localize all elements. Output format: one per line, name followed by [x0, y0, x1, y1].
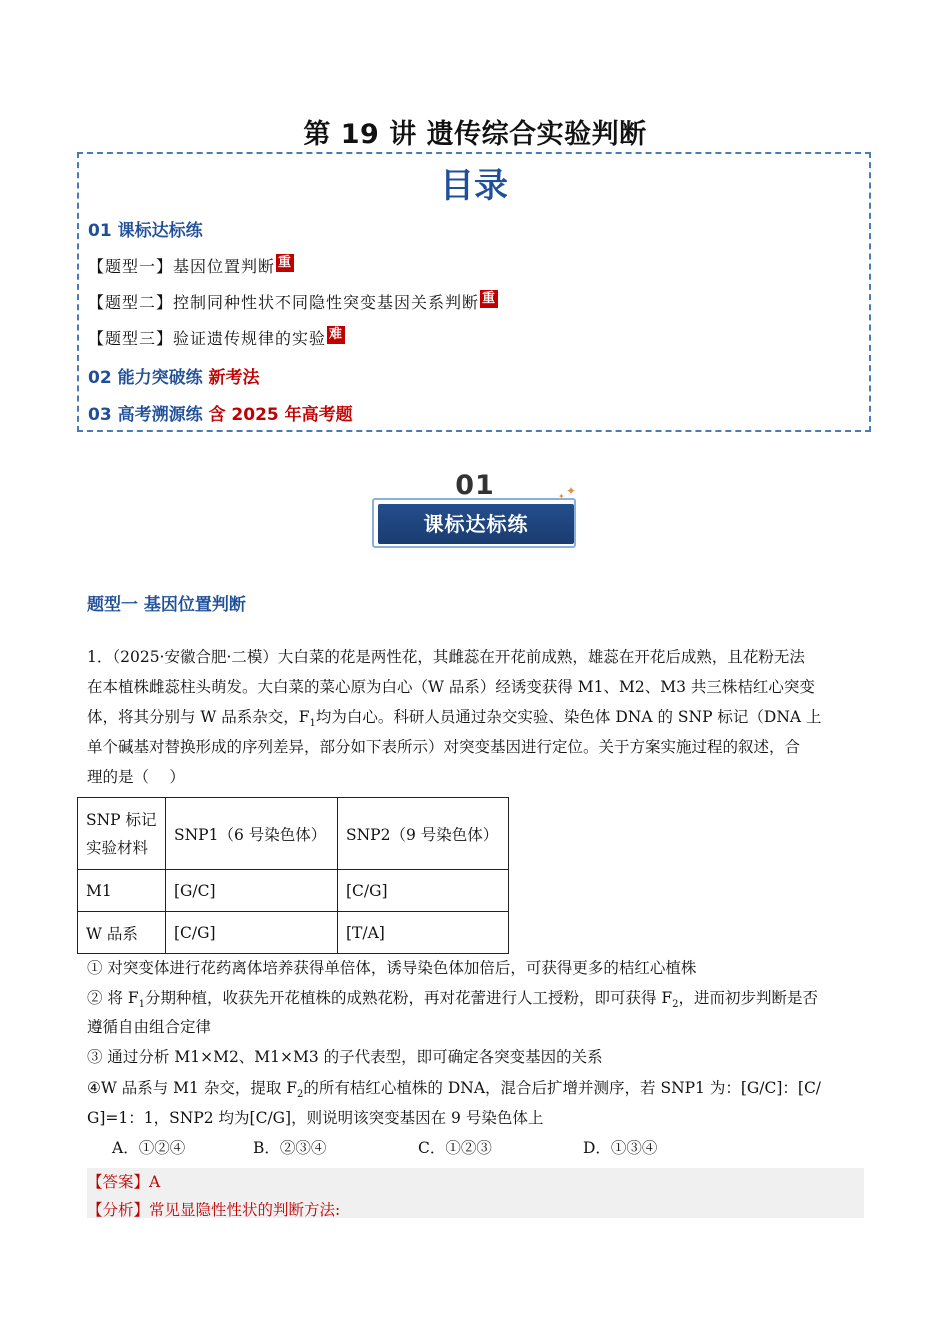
table-cell: [G/C] — [166, 870, 338, 912]
toc-section-2[interactable] — [88, 363, 260, 388]
table-header-cell: SNP 标记 实验材料 — [78, 798, 166, 870]
toc-box — [77, 152, 871, 432]
analysis-line: 【分析】常见显隐性性状的判断方法: — [87, 1201, 341, 1219]
answer-line: 【答案】A — [87, 1173, 161, 1191]
table-row — [78, 870, 509, 912]
section-badge — [370, 470, 580, 552]
toc-section-label: 03 高考溯源练 — [88, 405, 203, 425]
statement-2: ② 将 $F_1$分期种植，收获先开花植株的成熟花粉，再对花蕾进行人工授粉，即可获得 $F_2$，进而初步判断是否 — [87, 989, 819, 1011]
table-row — [78, 912, 509, 954]
toc-heading: 目录 — [440, 166, 508, 206]
question-line: 体，将其分别与 W 品系杂交，$F_1$均为白心。科研人员通过杂交实验、染色体 DNA 的 SNP 标记（DNA 上 — [87, 708, 822, 730]
toc-item-3[interactable] — [88, 326, 345, 349]
table-header-cell: SNP2（9 号染色体） — [338, 798, 509, 870]
statement-3: ③ 通过分析 M1×M2、M1×M3 的子代表型，即可确定各突变基因的关系 — [87, 1048, 603, 1066]
toc-item-label: 【题型一】基因位置判断 — [88, 257, 276, 276]
page-title: 第 19 讲 遗传综合实验判断 — [303, 119, 647, 150]
toc-section-tag: 含 2025 年高考题 — [208, 405, 353, 425]
statement-2-cont: 遵循自由组合定律 — [87, 1018, 212, 1036]
toc-section-label: 02 能力突破练 — [88, 368, 203, 388]
table-header-cell: SNP1（6 号染色体） — [166, 798, 338, 870]
question-line: 理的是（ ） — [87, 768, 185, 786]
table-cell: [C/G] — [338, 870, 509, 912]
toc-item-label: 【题型三】验证遗传规律的实验 — [88, 329, 327, 348]
badge-number: 01 — [455, 470, 495, 501]
statement-1: ① 对突变体进行花药离体培养获得单倍体，诱导染色体加倍后，可获得更多的桔红心植株 — [87, 959, 697, 977]
toc-item-2[interactable] — [88, 290, 498, 313]
toc-item-label: 【题型二】控制同种性状不同隐性突变基因关系判断 — [88, 293, 480, 312]
toc-item-1[interactable] — [88, 254, 294, 277]
table-cell: [C/G] — [166, 912, 338, 954]
toc-section-3[interactable] — [88, 400, 353, 425]
difficulty-tag: 重 — [278, 255, 293, 270]
difficulty-tag: 重 — [482, 291, 497, 306]
sparkle-icon: ✦ — [566, 484, 577, 498]
question-line: 1．（2025·安徽合肥·二模）大白菜的花是两性花，其雌蕊在开花前成熟，雄蕊在开花后成熟，且花粉无法 — [87, 648, 805, 666]
statement-4-cont: G]=1：1，SNP2 均为[C/G]，则说明该突变基因在 9 号染色体上 — [87, 1109, 544, 1127]
toc-section-tag: 新考法 — [208, 368, 260, 388]
table-cell: W 品系 — [78, 912, 166, 954]
statement-4: ④W 品系与 M1 杂交，提取 $F_2$的所有桔红心植株的 DNA，混合后扩增并测序，若 SNP1 为：[G/C]：[C/ — [87, 1079, 822, 1101]
difficulty-tag: 难 — [329, 327, 344, 342]
snp-table — [77, 797, 509, 954]
choice-b[interactable]: B．②③④ — [253, 1139, 327, 1157]
choice-d[interactable]: D．①③④ — [583, 1139, 658, 1157]
section-title: 题型一 基因位置判断 — [87, 595, 246, 615]
choice-c[interactable]: C．①②③ — [418, 1139, 492, 1157]
table-cell: [T/A] — [338, 912, 509, 954]
question-line: 在本植株雌蕊柱头萌发。大白菜的菜心原为白心（W 品系）经诱变获得 M1、M2、M3 共三株桔红心突变 — [87, 678, 815, 696]
badge-label: 课标达标练 — [423, 512, 529, 536]
badge-bar — [378, 504, 574, 544]
choice-a[interactable]: A．①②④ — [112, 1139, 186, 1157]
sparkle-icon: ✦ — [558, 492, 565, 501]
question-line: 单个碱基对替换形成的序列差异，部分如下表所示）对突变基因进行定位。关于方案实施过程的叙述，合 — [87, 738, 801, 756]
toc-section-1[interactable]: 01 课标达标练 — [88, 221, 203, 241]
table-cell: M1 — [78, 870, 166, 912]
